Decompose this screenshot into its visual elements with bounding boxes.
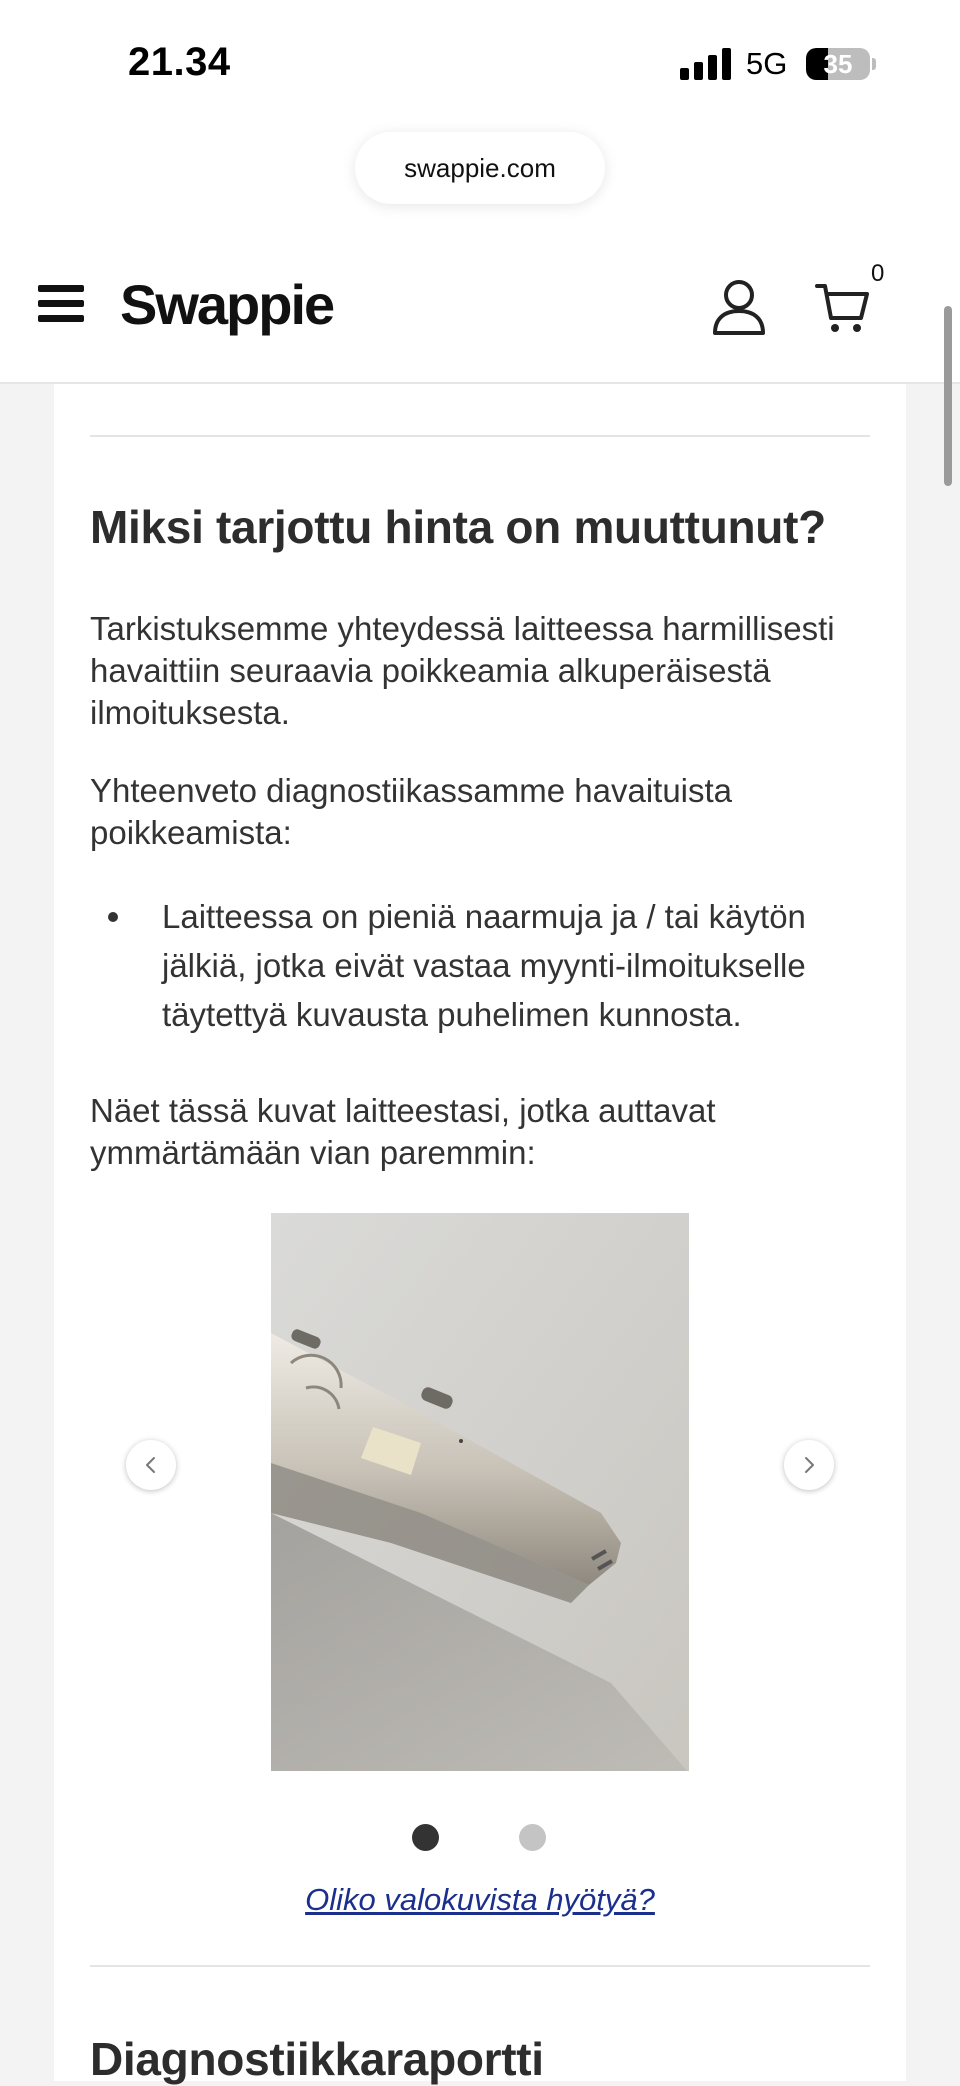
list-item: Laitteessa on pieniä naarmuja ja / tai käytön jälkiä, jotka eivät vastaa myynti-ilmoitukselle täytettyä kuvausta puhelimen kunnosta.	[108, 892, 878, 1039]
battery-icon	[806, 48, 870, 80]
section-heading: Miksi tarjottu hinta on muuttunut?	[90, 501, 826, 553]
battery-percentage: 35	[823, 49, 853, 79]
photos-helpful-link[interactable]: Oliko valokuvista hyötyä?	[305, 1882, 655, 1917]
page-scrollbar[interactable]	[944, 306, 952, 486]
url-bar[interactable]: swappie.com	[355, 132, 605, 204]
browser-url-area	[0, 120, 960, 250]
cellular-signal-icon	[680, 48, 732, 80]
intro-text: Tarkistuksemme yhteydessä laitteessa harmillisesti havaittiin seuraavia poikkeamia alkuperäisestä ilmoituksesta.	[90, 610, 835, 731]
swappie-logo[interactable]: Swappie	[120, 273, 334, 336]
carousel-dot-2[interactable]	[519, 1824, 546, 1851]
device-photo	[271, 1213, 689, 1771]
carousel-prev-button[interactable]	[126, 1440, 176, 1490]
chevron-left-icon	[141, 1455, 161, 1475]
battery-tip	[872, 58, 876, 70]
cart-count-badge: 0	[871, 260, 885, 287]
network-type: 5G	[746, 46, 788, 81]
menu-icon[interactable]	[38, 285, 84, 323]
chevron-right-icon	[799, 1455, 819, 1475]
device-photo-image	[271, 1213, 689, 1771]
bottom-divider	[90, 1965, 870, 1967]
status-bar	[0, 0, 960, 120]
photos-intro-text: Näet tässä kuvat laitteestasi, jotka auttavat ymmärtämään vian paremmin:	[90, 1092, 716, 1171]
top-divider	[90, 435, 870, 437]
diagnostics-heading: Diagnostiikkaraportti	[90, 2033, 544, 2085]
site-header	[0, 250, 960, 384]
summary-text: Yhteenveto diagnostiikassamme havaituista poikkeamista:	[90, 772, 733, 851]
carousel-dot-1[interactable]	[412, 1824, 439, 1851]
findings-list	[108, 892, 878, 1039]
account-icon[interactable]	[712, 278, 766, 336]
cart-icon[interactable]	[815, 280, 871, 336]
status-time: 21.34	[128, 40, 231, 84]
carousel-next-button[interactable]	[784, 1440, 834, 1490]
price-change-card	[54, 384, 906, 2085]
